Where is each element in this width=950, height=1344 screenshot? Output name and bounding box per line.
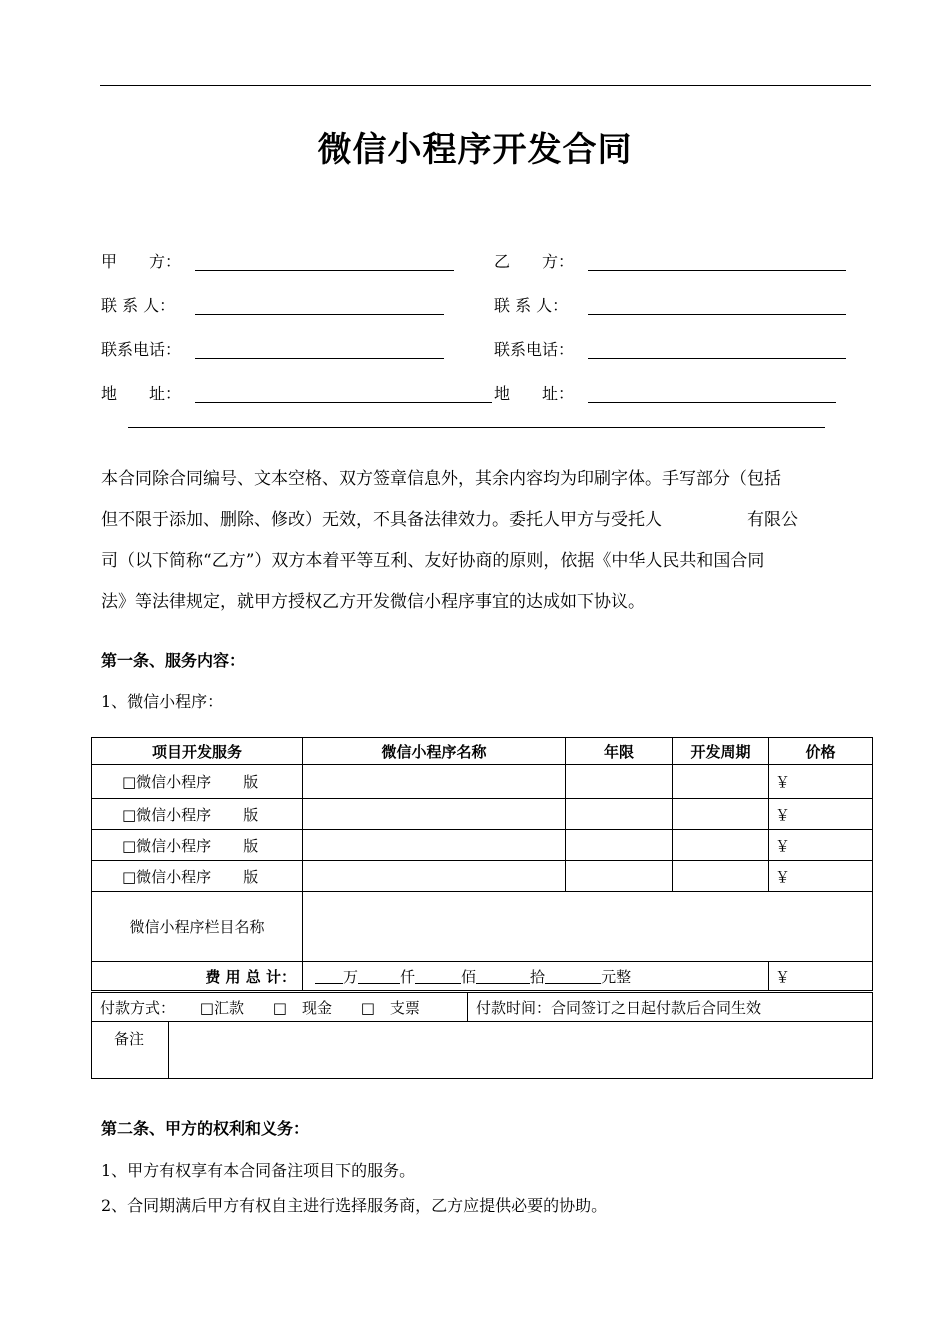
contact-b-field[interactable] [588, 314, 846, 315]
unit-wan: 万 [343, 967, 359, 986]
period-cell[interactable] [673, 765, 769, 799]
period-cell[interactable] [673, 830, 769, 861]
fill-blank[interactable] [415, 967, 461, 984]
fill-blank[interactable] [315, 967, 343, 984]
mini-program-name-cell[interactable] [303, 830, 566, 861]
service-table [91, 737, 873, 991]
phone-b-field[interactable] [588, 358, 846, 359]
section-2-item-1: 1、甲方有权享有本合同备注项目下的服务。 [101, 1161, 416, 1180]
period-cell[interactable] [673, 799, 769, 830]
version-label: 版 [243, 805, 259, 824]
intro-paragraph [101, 459, 867, 623]
table-row [92, 861, 873, 892]
address-a-field[interactable] [195, 402, 492, 403]
phone-a-field[interactable] [195, 358, 444, 359]
contact-b-label: 联 系 人： [494, 296, 569, 315]
intro-line-2: 但不限于添加、删除、修改）无效，不具备法律效力。委托人甲方与受托人 有限公 [101, 510, 798, 530]
unit-yuanzheng: 元整 [601, 967, 632, 986]
payment-option-cash[interactable]: □ 现金 [272, 998, 332, 1017]
payment-method-cell [92, 993, 468, 1022]
address-b-label: 地 址： [494, 384, 575, 403]
col-header-price: 价格 [769, 738, 873, 765]
intro-line-1: 本合同除合同编号、文本空格、双方签章信息外，其余内容均为印刷字体。手写部分（包括 [101, 469, 781, 489]
payment-table [91, 992, 873, 1079]
service-option-cell[interactable] [92, 765, 303, 799]
payment-option-remit[interactable]: □汇款 [199, 998, 244, 1017]
col-header-period: 开发周期 [673, 738, 769, 765]
table-row [92, 765, 873, 799]
unit-bai: 佰 [461, 967, 477, 986]
total-row [92, 962, 873, 991]
contact-a-field[interactable] [195, 314, 444, 315]
years-cell[interactable] [566, 861, 673, 892]
payment-time: 付款时间：合同签订之日起付款后合同生效 [468, 993, 873, 1022]
col-header-years: 年限 [566, 738, 673, 765]
col-header-name: 微信小程序名称 [303, 738, 566, 765]
total-price-cell[interactable]: ￥ [769, 962, 873, 991]
intro-line-4: 法》等法律规定，就甲方授权乙方开发微信小程序事宜的达成如下协议。 [101, 592, 645, 612]
remark-row [92, 1022, 873, 1079]
column-name-label: 微信小程序栏目名称 [92, 892, 303, 962]
contact-a-label: 联 系 人： [101, 296, 176, 315]
unit-shi: 拾 [530, 967, 546, 986]
service-option-cell[interactable] [92, 799, 303, 830]
mini-program-name-cell[interactable] [303, 861, 566, 892]
fill-blank[interactable] [545, 967, 601, 984]
fill-blank[interactable] [358, 967, 400, 984]
price-cell[interactable]: ￥ [769, 861, 873, 892]
price-cell[interactable]: ￥ [769, 799, 873, 830]
checkbox-item-label[interactable]: □微信小程序 [122, 867, 212, 886]
phone-b-label: 联系电话： [494, 340, 575, 359]
years-cell[interactable] [566, 799, 673, 830]
address-a-label: 地 址： [101, 384, 182, 403]
payment-method-label: 付款方式： [100, 998, 176, 1017]
years-cell[interactable] [566, 830, 673, 861]
header-rule [100, 85, 871, 86]
section-2-item-2: 2、合同期满后甲方有权自主进行选择服务商，乙方应提供必要的协助。 [101, 1196, 608, 1215]
service-option-cell[interactable] [92, 861, 303, 892]
checkbox-item-label[interactable]: □微信小程序 [122, 773, 212, 791]
version-label: 版 [243, 867, 259, 886]
table-header-row [92, 738, 873, 765]
address-continuation-line [128, 427, 825, 428]
table-row [92, 830, 873, 861]
price-cell[interactable]: ￥ [769, 830, 873, 861]
page-title: 微信小程序开发合同 [317, 130, 633, 170]
party-b-field[interactable] [588, 270, 846, 271]
section-2-heading: 第二条、甲方的权利和义务： [101, 1119, 310, 1138]
party-a-field[interactable] [195, 270, 454, 271]
col-header-service: 项目开发服务 [92, 738, 303, 765]
period-cell[interactable] [673, 861, 769, 892]
version-label: 版 [243, 773, 259, 791]
version-label: 版 [243, 836, 259, 855]
years-cell[interactable] [566, 765, 673, 799]
unit-qian: 仟 [400, 967, 416, 986]
fill-blank[interactable] [476, 967, 530, 984]
checkbox-item-label[interactable]: □微信小程序 [122, 836, 212, 855]
remark-label: 备注 [92, 1022, 169, 1079]
checkbox-item-label[interactable]: □微信小程序 [122, 805, 212, 824]
mini-program-name-cell[interactable] [303, 765, 566, 799]
price-cell[interactable]: ￥ [769, 765, 873, 799]
total-label: 费 用 总 计： [92, 962, 303, 991]
table-row [92, 799, 873, 830]
column-name-cell[interactable] [303, 892, 873, 962]
party-a-label: 甲 方： [101, 252, 182, 271]
section-1-heading: 第一条、服务内容： [101, 651, 246, 670]
phone-a-label: 联系电话： [101, 340, 182, 359]
section-1-sub: 1、微信小程序： [101, 692, 224, 711]
intro-line-3: 司（以下简称“乙方”）双方本着平等互利、友好协商的原则，依据《中华人民共和国合同 [101, 551, 765, 571]
column-name-row [92, 892, 873, 962]
service-option-cell[interactable] [92, 830, 303, 861]
payment-row [92, 993, 873, 1022]
mini-program-name-cell[interactable] [303, 799, 566, 830]
address-b-field[interactable] [588, 402, 836, 403]
payment-option-check[interactable]: □ 支票 [360, 998, 420, 1017]
party-b-label: 乙 方： [494, 252, 575, 271]
total-amount-cell[interactable] [303, 962, 769, 991]
remark-cell[interactable] [169, 1022, 873, 1079]
